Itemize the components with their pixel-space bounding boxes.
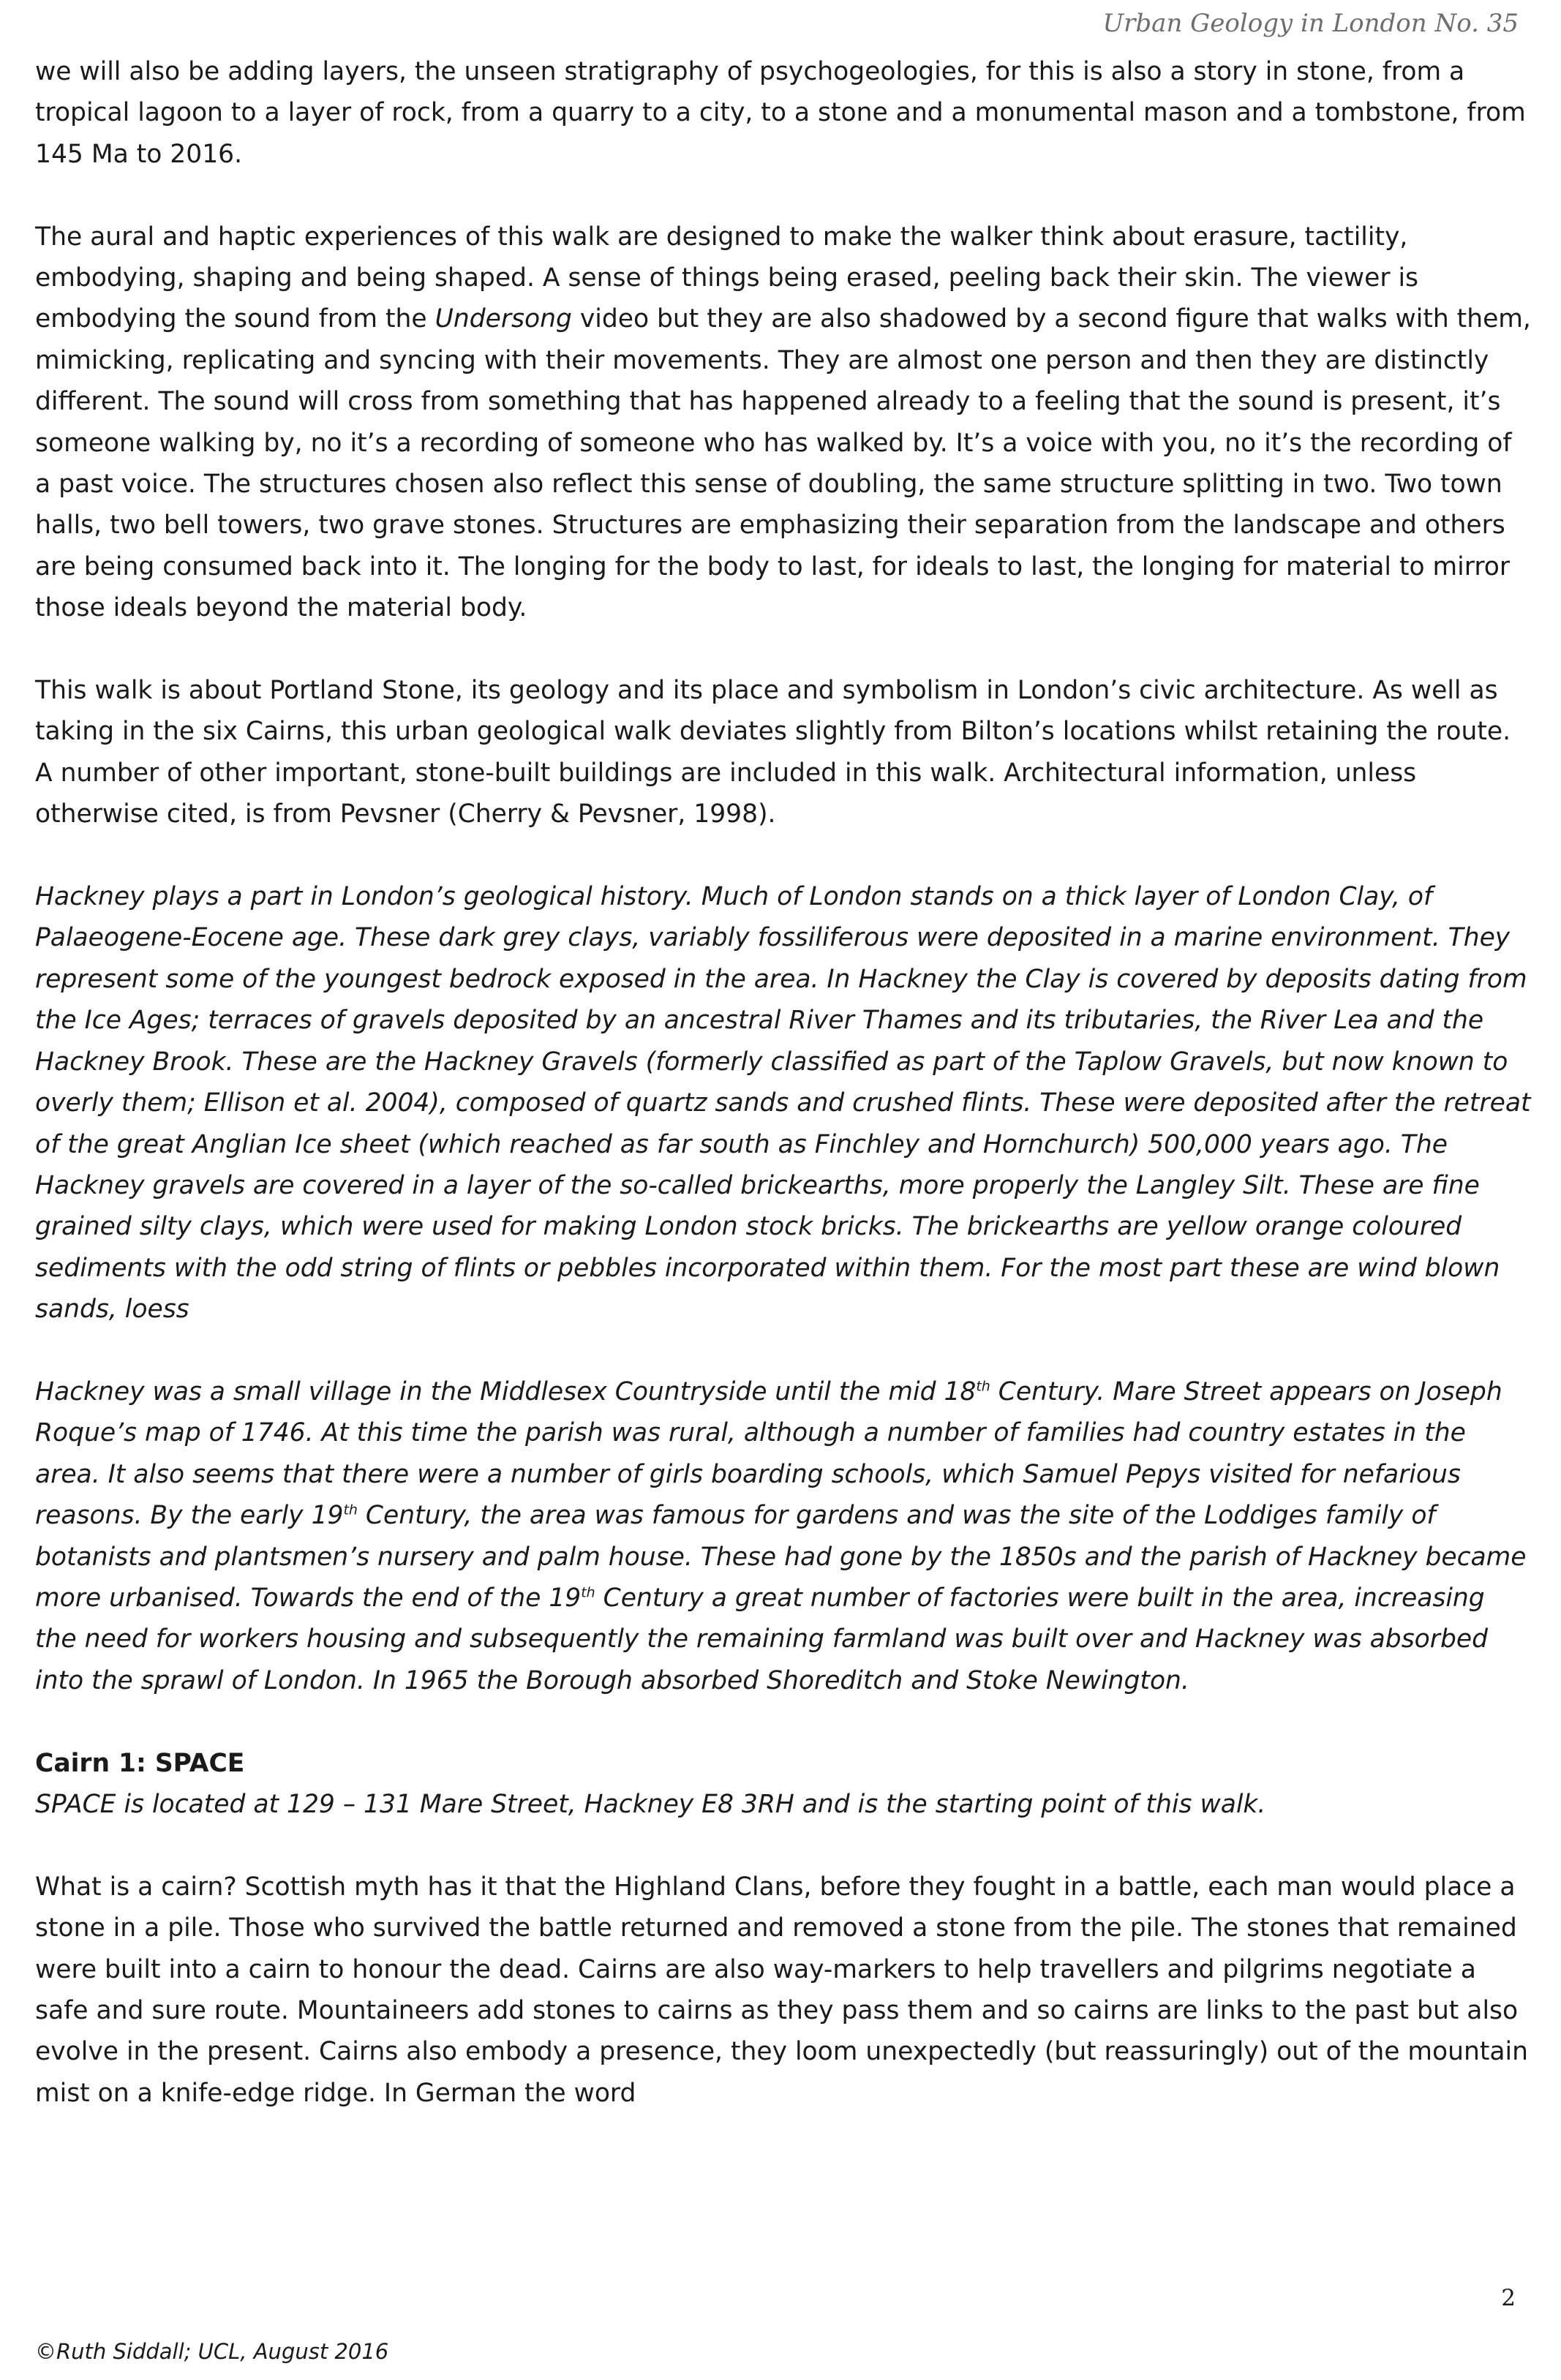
- paragraph-portland-stone: This walk is about Portland Stone, its geology and its place and symbolism in London’s civic architecture. As well as taking in the six Cairns, this urban geological walk deviates slightly from Bilton’s locations whilst retaining the route. A number of other important, stone-built buildings are included in this walk. Architectural information, unless otherwise cited, is from Pevsner (Cherry & Pevsner, 1998).: [35, 676, 1511, 829]
- cairn-location: SPACE is located at 129 – 131 Mare Street, Hackney E8 3RH and is the starting point of this walk.: [35, 1789, 1266, 1819]
- text-segment: Century a great number of factories were built in the area, increasing the need for workers housing and subsequently the remaining farmland was built over and Hackney was absorbed into the sprawl of London. In 1965 the Borough absorbed Shoreditch and Stoke Newington.: [35, 1583, 1488, 1695]
- undersong-title: Undersong: [435, 304, 572, 334]
- superscript: th: [581, 1584, 595, 1601]
- paragraph-hackney-history: [35, 1371, 1532, 1701]
- text-segment: Century, the area was famous for gardens and was the site of the Loddiges family of botanists and plantsmen’s nursery and palm house. These had gone by the 1850s and the parish of Hackney became more urbanised. Towards the end of the 19: [35, 1501, 1527, 1613]
- paragraph-stratigraphy: we will also be adding layers, the unseen stratigraphy of psychogeologies, for this is also a story in stone, from a tropical lagoon to a layer of rock, from a quarry to a city, to a stone and a monumental mason and a tombstone, from 145 Ma to 2016.: [35, 57, 1526, 169]
- text-segment: video but they are also shadowed by a second figure that walks with them, mimicking, replicating and syncing with their movements. They are almost one person and then they are distinctly different. The sound will cross from something that has happened already to a feeling that the sound is present, it’s someone walking by, no it’s a recording of someone who has walked by. It’s a voice with you, no it’s the recording of a past voice. The structures chosen also reflect this sense of doubling, the same structure splitting in two. Two town halls, two bell towers, two grave stones. Structures are emphasizing their separation from the landscape and others are being consumed back into it. The longing for the body to last, for ideals to last, the longing for material to mirror those ideals beyond the material body.: [35, 304, 1531, 623]
- superscript: th: [343, 1502, 358, 1518]
- superscript: th: [976, 1378, 990, 1395]
- copyright-footer: ©Ruth Siddall; UCL, August 2016: [35, 2339, 389, 2364]
- text-segment: The aural and haptic experiences of this walk are designed to make the walker think about erasure, tactility, embodying, shaping and being shaped. A sense of things being erased, peeling back their skin. The viewer is embodying the sound from the: [35, 222, 1419, 334]
- section-heading: Cairn 1: SPACE: [35, 1748, 245, 1778]
- running-header: Urban Geology in London No. 35: [1102, 9, 1519, 38]
- text-segment: Century. Mare Street appears on Joseph Roque’s map of 1746. At this time the parish was rural, although a number of families had country estates in the area. It also seems that there were a number of girls boarding schools, which Samuel Pepys visited for nefarious reasons. By the early 19: [35, 1377, 1502, 1531]
- body-text: [35, 51, 1532, 2114]
- page-number: 2: [1501, 2285, 1516, 2311]
- paragraph-aural-haptic: [35, 216, 1532, 629]
- paragraph-hackney-geology: Hackney plays a part in London’s geological history. Much of London stands on a thick layer of London Clay, of Palaeogene-Eocene age. These dark grey clays, variably fossiliferous were deposited in a marine environment. They represent some of the youngest bedrock exposed in the area. In Hackney the Clay is covered by deposits dating from the Ice Ages; terraces of gravels deposited by an ancestral River Thames and its tributaries, the River Lea and the Hackney Brook. These are the Hackney Gravels (formerly classified as part of the Taplow Gravels, but now known to overly them; Ellison et al. 2004), composed of quartz sands and crushed flints. These were deposited after the retreat of the great Anglian Ice sheet (which reached as far south as Finchley and Hornchurch) 500,000 years ago. The Hackney gravels are covered in a layer of the so-called brickearths, more properly the Langley Silt. These are fine grained silty clays, which were used for making London stock bricks. The brickearths are yellow orange coloured sediments with the odd string of flints or pebbles incorporated within them. For the most part these are wind blown sands, loess: [35, 882, 1531, 1325]
- cairn-section: [35, 1743, 1532, 1826]
- text-segment: Hackney was a small village in the Middlesex Countryside until the mid 18: [35, 1377, 977, 1406]
- paragraph-what-is-cairn: What is a cairn? Scottish myth has it that the Highland Clans, before they fought in a battle, each man would place a stone in a pile. Those who survived the battle returned and removed a stone from the pile. The stones that remained were built into a cairn to honour the dead. Cairns are also way-markers to help travellers and pilgrims negotiate a safe and sure route. Mountaineers add stones to cairns as they pass them and so cairns are links to the past but also evolve in the present. Cairns also embody a presence, they loom unexpectedly (but reassuringly) out of the mountain mist on a knife-edge ridge. In German the word: [35, 1872, 1528, 2108]
